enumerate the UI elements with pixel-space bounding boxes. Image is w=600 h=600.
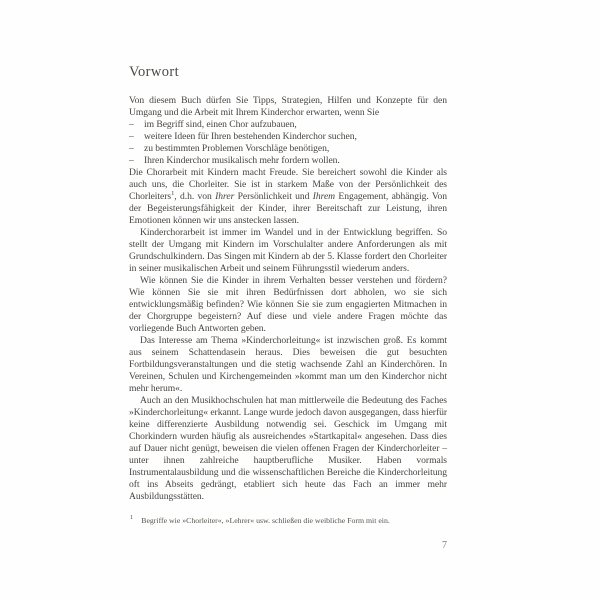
body-paragraph: Auch an den Musikhochschulen hat man mittlerweile die Bedeutung des Faches »Kinderchorleitung« erkannt. Lange wurde jedoch davon ausgegangen, dass hierfür keine differenzierte Ausbildung notwendig sei. Geschick im Umgang mit Chorkindern wurden häufig als ausreichendes »Startkapital« angesehen. Dass dies auf Dauer nicht genügt, beweisen die vielen offenen Fragen der Kinderchorleiter – unter ihnen zahlreiche hauptberufliche Musiker. Haben vormals Instrumentalausbildung und die wissenschaftlichen Bereiche die Kinderchorleitung oft ins Abseits gedrängt, etabliert sich heute das Fach an immer mehr Ausbildungsstätten.	[129, 395, 447, 502]
bullet-dash: –	[129, 119, 134, 130]
footnote-text: Begriffe wie »Chorleiter«, »Lehrer« usw. schließen die weibliche Form mit ein.	[141, 516, 390, 525]
paragraphs	[129, 167, 447, 503]
bullet-text: Ihren Kinderchor musikalisch mehr fordern wollen.	[144, 155, 340, 166]
bullet-item	[129, 155, 447, 167]
footnote	[130, 516, 448, 526]
body-paragraph: Wie können Sie die Kinder in ihrem Verhalten besser verstehen und fördern? Wie können Sie sie mit ihren Bedürfnissen dort abholen, wo sie sich entwicklungsmäßig befinden? Wie können Sie sie zum engagierten Mitmachen in der Chorgruppe begeistern? Auf diese und viele andere Fragen möchte das vorliegende Buch Antworten geben.	[129, 275, 447, 334]
text-column	[129, 64, 447, 503]
bullet-text: zu bestimmten Problemen Vorschläge benötigen,	[144, 143, 330, 154]
page-number: 7	[442, 540, 447, 551]
page-title: Vorwort	[129, 64, 180, 80]
body-paragraph: Die Chorarbeit mit Kindern macht Freude. Sie bereichert sowohl die Kinder als auch uns, die Chorleiter. Sie ist in starkem Maße von der Persönlichkeit des Chorleiters$^1$, d.h. von Ihrer Persönlichkeit und Ihrem Engagement, abhängig. Von der Begeisterungsfähigkeit der Kinder, ihrer Bereitschaft zur Leistung, ihren Emotionen können wir uns anstecken lassen.	[129, 167, 447, 226]
bullet-text: weitere Ideen für Ihren bestehenden Kinderchor suchen,	[144, 131, 357, 142]
footnote-marker: 1	[130, 514, 134, 522]
bullet-dash: –	[129, 155, 134, 166]
bullet-dash: –	[129, 131, 134, 142]
bullet-item	[129, 131, 447, 143]
intro-paragraph: Von diesem Buch dürfen Sie Tipps, Strategien, Hilfen und Konzepte für den Umgang und die Arbeit mit Ihrem Kinderchor erwarten, wenn Sie	[129, 95, 447, 118]
bullet-list	[129, 119, 447, 167]
bullet-text: im Begriff sind, einen Chor aufzubauen,	[144, 119, 297, 130]
body-paragraph: Das Interesse am Thema »Kinderchorleitung« ist inzwischen groß. Es kommt aus seinem Schattendasein heraus. Dies beweisen die gut besuchten Fortbildungsveranstaltungen und die stetig wachsende Zahl an Kinderchören. In Vereinen, Schulen und Kirchengemeinden »kommt man um den Kinderchor nicht mehr herum«.	[129, 335, 447, 394]
bullet-dash: –	[129, 143, 134, 154]
bullet-item	[129, 143, 447, 155]
body-paragraph: Kinderchorarbeit ist immer im Wandel und in der Entwicklung begriffen. So stellt der Umgang mit Kindern im Vorschulalter andere Anforderungen als mit Grundschulkindern. Das Singen mit Kindern ab der 5. Klasse fordert den Chorleiter in seiner musikalischen Arbeit und seinem Führungsstil wiederum anders.	[129, 227, 447, 274]
bullet-item	[129, 119, 447, 131]
